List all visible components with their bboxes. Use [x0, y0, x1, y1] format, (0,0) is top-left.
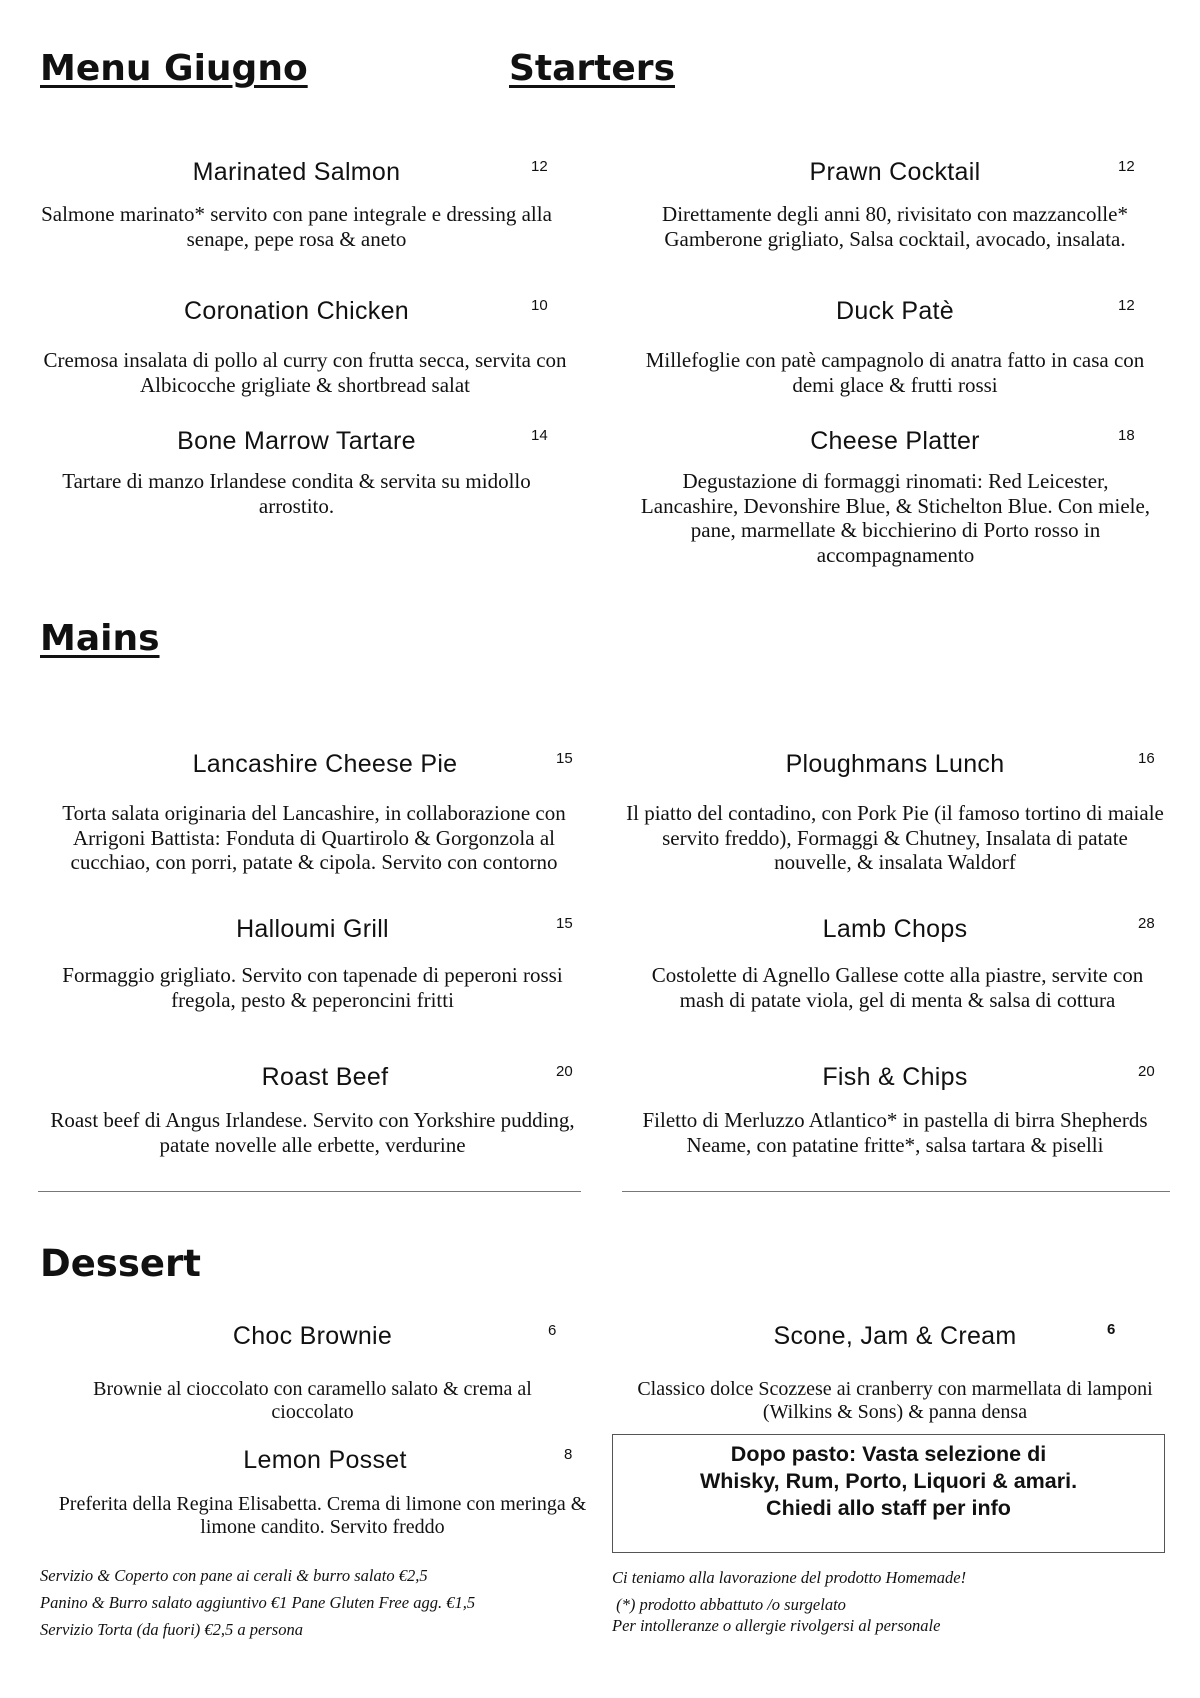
menu-item-name: Bone Marrow Tartare	[177, 427, 416, 455]
menu-item-price: 12	[1118, 158, 1135, 175]
menu-item-price: 6	[548, 1322, 557, 1339]
footer-notes-left	[40, 1562, 475, 1643]
menu-item-description: Millefoglie con patè campagnolo di anatra fatto in casa con demi glace & frutti rossi	[645, 348, 1145, 397]
footer-notes-right	[612, 1564, 966, 1639]
footer-note: Servizio Torta (da fuori) €2,5 a persona	[40, 1620, 303, 1639]
menu-item-price: 20	[1138, 1063, 1155, 1080]
box-line: Whisky, Rum, Porto, Liquori & amari.	[699, 1469, 1078, 1493]
menu-item-description: Filetto di Merluzzo Atlantico* in pastella di birra Shepherds Neame, con patatine fritte*, salsa tartara & piselli	[642, 1108, 1148, 1157]
menu-item-name: Lemon Posset	[243, 1446, 407, 1474]
menu-item-name: Halloumi Grill	[236, 915, 389, 943]
menu-item-price: 28	[1138, 915, 1155, 932]
menu-item-description: Formaggio grigliato. Servito con tapenade di peperoni rossi fregola, pesto & peperoncini fritti	[62, 963, 563, 1012]
menu-item-description: Roast beef di Angus Irlandese. Servito con Yorkshire pudding, patate novelle alle erbette, verdurine	[50, 1108, 575, 1157]
starters-heading: Starters	[509, 48, 675, 89]
menu-item-description: Preferita della Regina Elisabetta. Crema di limone con meringa & limone candito. Servito freddo	[58, 1493, 587, 1538]
menu-item-description: Il piatto del contadino, con Pork Pie (il famoso tortino di maiale servito freddo), Formaggi & Chutney, Insalata di patate nouvelle, & insalata Waldorf	[626, 801, 1164, 874]
menu-item-name: Lamb Chops	[822, 915, 968, 943]
after-dinner-drinks-box	[612, 1434, 1165, 1553]
menu-item-price: 10	[531, 297, 548, 314]
menu-item-description: Cremosa insalata di pollo al curry con frutta secca, servita con Albicocche grigliate & shortbread salat	[43, 348, 567, 397]
menu-item-description: Classico dolce Scozzese ai cranberry con marmellata di lamponi (Wilkins & Sons) & panna densa	[637, 1378, 1153, 1423]
menu-title: Menu Giugno	[40, 48, 308, 89]
menu-item-description: Salmone marinato* servito con pane integrale e dressing alla senape, pepe rosa & aneto	[41, 202, 552, 251]
menu-item-name: Scone, Jam & Cream	[773, 1322, 1017, 1350]
section-divider-right	[622, 1191, 1170, 1192]
menu-item-price: 20	[556, 1063, 573, 1080]
menu-item-name: Cheese Platter	[810, 427, 980, 455]
menu-item-name: Marinated Salmon	[192, 158, 401, 186]
menu-item-price: 16	[1138, 750, 1155, 767]
menu-item-name: Duck Patè	[835, 297, 955, 325]
menu-item-price: 12	[1118, 297, 1135, 314]
menu-item-description: Torta salata originaria del Lancashire, in collaborazione con Arrigoni Battista: Fonduta di Quartirolo & Gorgonzola al cucchiao, con porri, patate & cipola. Servito con contorno	[62, 801, 566, 874]
footer-note: Ci teniamo alla lavorazione del prodotto Homemade!	[612, 1568, 967, 1587]
menu-item-name: Roast Beef	[261, 1063, 389, 1091]
footer-note: Per intolleranze o allergie rivolgersi al personale	[612, 1616, 941, 1635]
menu-item-name: Coronation Chicken	[184, 297, 409, 325]
menu-item-description: Costolette di Agnello Gallese cotte alla piastre, servite con mash di patate viola, gel di menta & salsa di cottura	[651, 963, 1144, 1012]
footer-note: (*) prodotto abbattuto /o surgelato	[612, 1595, 846, 1614]
section-divider-left	[38, 1191, 581, 1192]
menu-item-name: Ploughmans Lunch	[785, 750, 1005, 778]
menu-item-price: 6	[1107, 1321, 1116, 1338]
mains-heading: Mains	[40, 618, 160, 659]
menu-item-description: Tartare di manzo Irlandese condita & servita su midollo arrostito.	[62, 469, 531, 518]
menu-item-description: Degustazione di formaggi rinomati: Red Leicester, Lancashire, Devonshire Blue, & Stichelton Blue. Con miele, pane, marmellate & bicchierino di Porto rosso in accompagnamento	[640, 469, 1151, 567]
menu-item-name: Choc Brownie	[232, 1322, 393, 1350]
menu-item-price: 14	[531, 427, 548, 444]
menu-item-price: 15	[556, 915, 573, 932]
menu-item-price: 8	[564, 1446, 573, 1463]
footer-note: Panino & Burro salato aggiuntivo €1 Pane Gluten Free agg. €1,5	[40, 1593, 476, 1612]
dessert-heading: Dessert	[40, 1242, 201, 1285]
menu-item-name: Fish & Chips	[822, 1063, 968, 1091]
menu-item-description: Brownie al cioccolato con caramello salato & crema al cioccolato	[93, 1378, 532, 1423]
menu-item-price: 18	[1118, 427, 1135, 444]
menu-item-price: 15	[556, 750, 573, 767]
menu-item-name: Lancashire Cheese Pie	[192, 750, 458, 778]
menu-item-price: 12	[531, 158, 548, 175]
menu-item-name: Prawn Cocktail	[809, 158, 981, 186]
menu-item-description: Direttamente degli anni 80, rivisitato con mazzancolle* Gamberone grigliato, Salsa cocktail, avocado, insalata.	[662, 202, 1128, 251]
box-line: Dopo pasto: Vasta selezione di	[730, 1442, 1047, 1466]
footer-note: Servizio & Coperto con pane ai cerali & burro salato €2,5	[40, 1566, 428, 1585]
box-line: Chiedi allo staff per info	[766, 1496, 1011, 1520]
